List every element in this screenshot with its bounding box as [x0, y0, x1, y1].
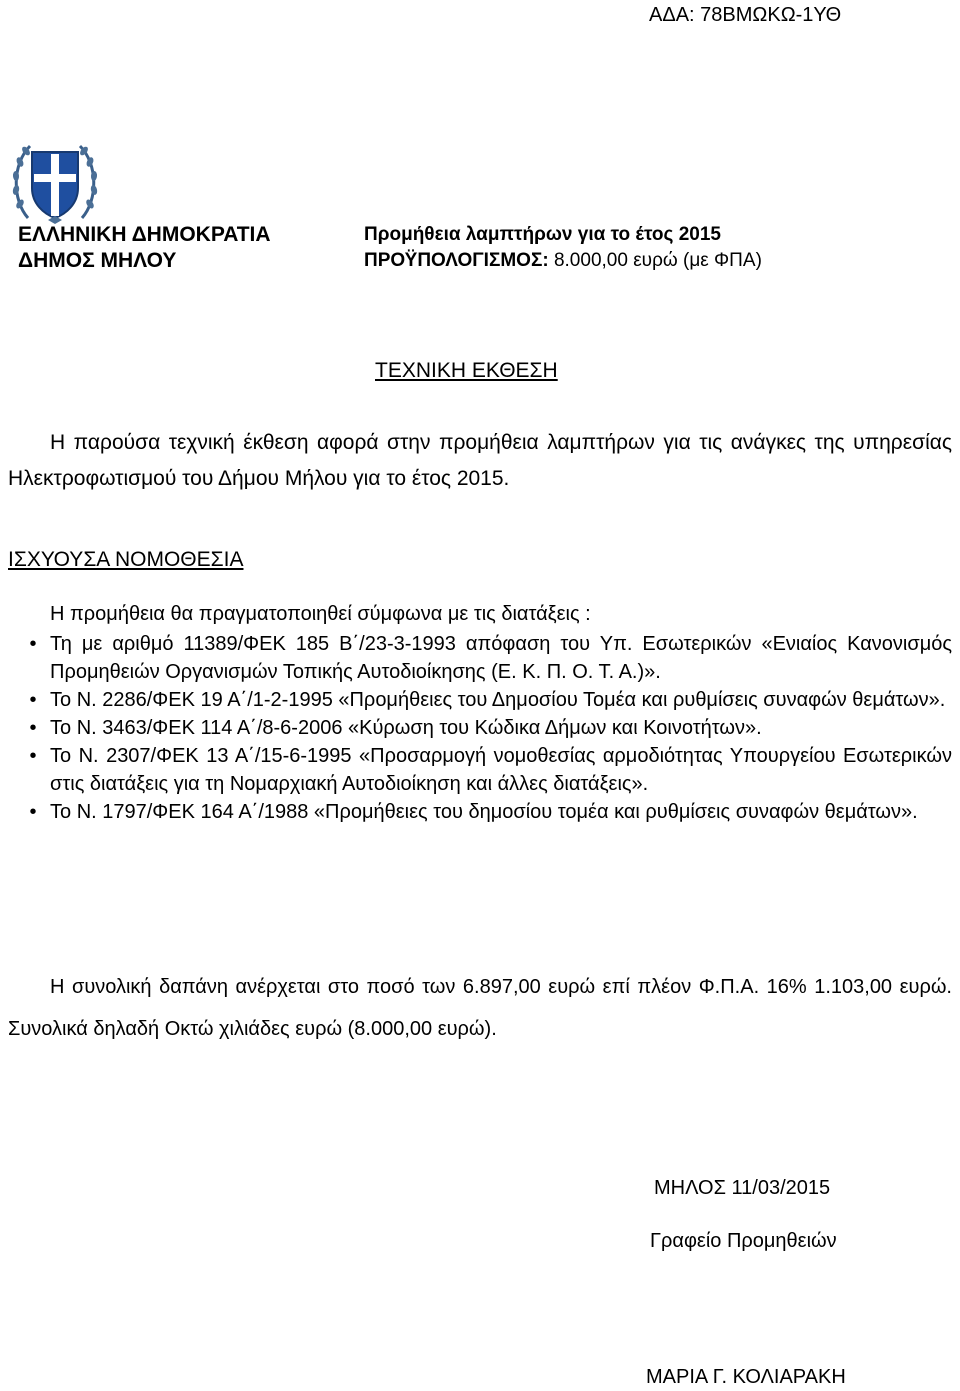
state-name: ΕΛΛΗΝΙΚΗ ΔΗΜΟΚΡΑΤΙΑ: [18, 223, 271, 246]
list-item-text: Το Ν. 2286/ΦΕΚ 19 Α΄/1-2-1995 «Προμήθειες του Δημοσίου Τομέα και ρυθμίσεις συναφών θεμάτων».: [50, 689, 946, 711]
bullet-icon: •: [29, 745, 37, 767]
legislation-list: [29, 630, 952, 826]
bullet-icon: •: [29, 801, 37, 823]
budget-line: [364, 248, 762, 274]
list-item: [29, 686, 952, 714]
legislation-title: ΙΣΧΥΟΥΣΑ ΝΟΜΟΘΕΣΙΑ: [8, 548, 244, 571]
legislation-intro: Η προμήθεια θα πραγματοποιηθεί σύμφωνα με τις διατάξεις :: [50, 603, 591, 625]
list-item: [29, 742, 952, 798]
subject-title: Προμήθεια λαμπτήρων για το έτος 2015: [364, 224, 721, 245]
total-cost-text: Η συνολική δαπάνη ανέρχεται στο ποσό των 6.897,00 ευρώ επί πλέον Φ.Π.Α. 16% 1.103,00 ευρώ. Συνολικά δηλαδή Οκτώ χιλιάδες ευρώ (8.000,00 ευρώ).: [8, 976, 952, 1040]
bullet-icon: •: [29, 633, 37, 655]
bullet-icon: •: [29, 717, 37, 739]
ada-code: ΑΔΑ: 78ΒΜΩΚΩ-1ΥΘ: [649, 4, 842, 26]
list-item-text: Το Ν. 1797/ΦΕΚ 164 Α΄/1988 «Προμήθειες του δημοσίου τομέα και ρυθμίσεις συναφών θεμάτων».: [50, 801, 918, 823]
report-intro: Η παρούσα τεχνική έκθεση αφορά στην προμήθεια λαμπτήρων για τις ανάγκες της υπηρεσίας Ηλεκτροφωτισμού του Δήμου Μήλου για το έτος 2015.: [8, 431, 952, 490]
signer-name: ΜΑΡΙΑ Γ. ΚΟΛΙΑΡΑΚΗ: [646, 1366, 846, 1388]
budget-label: ΠΡΟΫΠΟΛΟΓΙΣΜΟΣ:: [364, 250, 549, 271]
list-item-text: Το Ν. 2307/ΦΕΚ 13 Α΄/15-6-1995 «Προσαρμογή νομοθεσίας αρμοδιότητας Υπουργείου Εσωτερικών στις διατάξεις για τη Νομαρχιακή Αυτοδιοίκηση και άλλες διατάξεις».: [50, 745, 952, 795]
list-item: [29, 798, 952, 826]
list-item: [29, 630, 952, 686]
bullet-icon: •: [29, 689, 37, 711]
greek-coat-of-arms-icon: [8, 134, 102, 226]
place-date: ΜΗΛΟΣ 11/03/2015: [654, 1177, 831, 1199]
list-item-text: Τη με αριθμό 11389/ΦΕΚ 185 Β΄/23-3-1993 απόφαση του Υπ. Εσωτερικών «Ενιαίος Κανονισμός Προμηθειών Οργανισμών Τοπικής Αυτοδιοίκησης (Ε. Κ. Π. Ο. Τ. Α.)».: [50, 633, 952, 683]
report-title: ΤΕΧΝΙΚΗ ΕΚΘΕΣΗ: [375, 359, 558, 382]
budget-value: 8.000,00 ευρώ (με ΦΠΑ): [548, 250, 762, 271]
municipality-name: ΔΗΜΟΣ ΜΗΛΟΥ: [18, 249, 177, 272]
list-item: [29, 714, 952, 742]
issuing-office: Γραφείο Προμηθειών: [650, 1230, 837, 1252]
list-item-text: Το Ν. 3463/ΦΕΚ 114 Α΄/8-6-2006 «Κύρωση του Κώδικα Δήμων και Κοινοτήτων».: [50, 717, 762, 739]
